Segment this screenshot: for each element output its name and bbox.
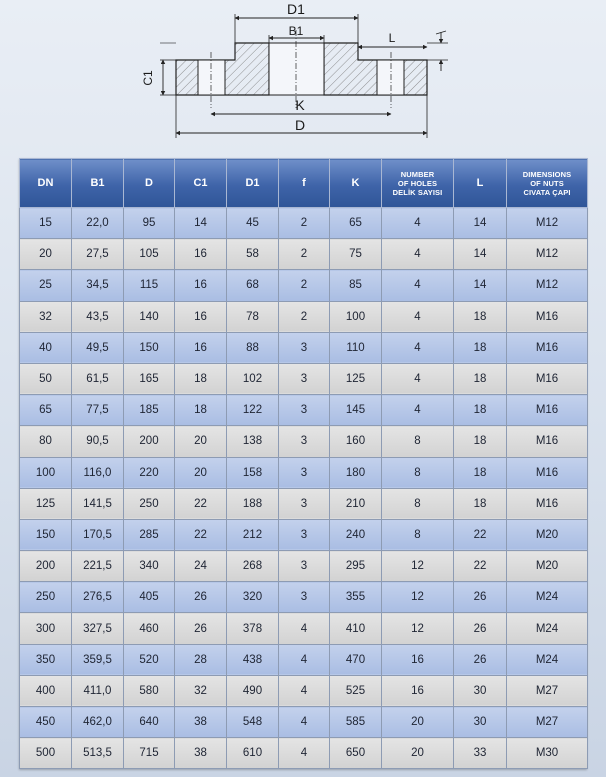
cell-nuts: M16 bbox=[507, 363, 588, 394]
cell-dn: 500 bbox=[20, 738, 72, 769]
cell-k: 650 bbox=[330, 738, 382, 769]
table-row bbox=[20, 613, 588, 644]
cell-d1: 138 bbox=[227, 426, 279, 457]
cell-nuts: M16 bbox=[507, 426, 588, 457]
cell-b1: 43,5 bbox=[72, 301, 124, 332]
cell-k: 145 bbox=[330, 395, 382, 426]
cell-c1: 28 bbox=[175, 644, 227, 675]
cell-b1: 22,0 bbox=[72, 208, 124, 239]
cell-nuts: M27 bbox=[507, 675, 588, 706]
cell-f: 4 bbox=[279, 738, 330, 769]
cell-c1: 20 bbox=[175, 457, 227, 488]
cell-f: 2 bbox=[279, 239, 330, 270]
cell-d: 460 bbox=[124, 613, 175, 644]
cell-d1: 610 bbox=[227, 738, 279, 769]
cell-dn: 80 bbox=[20, 426, 72, 457]
cell-holes: 4 bbox=[382, 239, 454, 270]
cell-d: 115 bbox=[124, 270, 175, 301]
cell-c1: 16 bbox=[175, 332, 227, 363]
cell-dn: 40 bbox=[20, 332, 72, 363]
cell-nuts: M16 bbox=[507, 395, 588, 426]
cell-f: 2 bbox=[279, 208, 330, 239]
flange-dimensions-table bbox=[19, 158, 588, 769]
header-nuts-line-1: DIMENSIONS bbox=[522, 169, 572, 179]
cell-nuts: M30 bbox=[507, 738, 588, 769]
cell-k: 585 bbox=[330, 707, 382, 738]
cell-k: 210 bbox=[330, 488, 382, 519]
cell-b1: 116,0 bbox=[72, 457, 124, 488]
label-k: K bbox=[295, 97, 305, 113]
cell-dn: 100 bbox=[20, 457, 72, 488]
cell-b1: 141,5 bbox=[72, 488, 124, 519]
cell-f: 2 bbox=[279, 301, 330, 332]
cell-d1: 68 bbox=[227, 270, 279, 301]
cell-dn: 32 bbox=[20, 301, 72, 332]
cell-l: 30 bbox=[454, 707, 507, 738]
flange-cross-section-drawing bbox=[0, 0, 606, 150]
cell-d1: 188 bbox=[227, 488, 279, 519]
cell-b1: 49,5 bbox=[72, 332, 124, 363]
cell-nuts: M16 bbox=[507, 332, 588, 363]
cell-f: 4 bbox=[279, 613, 330, 644]
cell-b1: 327,5 bbox=[72, 613, 124, 644]
flange-dimensions-table-container bbox=[19, 158, 587, 769]
table-row bbox=[20, 208, 588, 239]
cell-b1: 61,5 bbox=[72, 363, 124, 394]
cell-b1: 276,5 bbox=[72, 582, 124, 613]
cell-nuts: M24 bbox=[507, 613, 588, 644]
cell-dn: 450 bbox=[20, 707, 72, 738]
cell-c1: 26 bbox=[175, 582, 227, 613]
cell-b1: 462,0 bbox=[72, 707, 124, 738]
cell-d1: 212 bbox=[227, 519, 279, 550]
cell-holes: 4 bbox=[382, 363, 454, 394]
header-dimensions-of-nuts bbox=[507, 159, 588, 208]
cell-d1: 45 bbox=[227, 208, 279, 239]
cell-holes: 12 bbox=[382, 613, 454, 644]
cell-holes: 4 bbox=[382, 301, 454, 332]
label-l: L bbox=[388, 31, 396, 45]
cell-c1: 16 bbox=[175, 301, 227, 332]
table-row bbox=[20, 239, 588, 270]
header-number-of-holes bbox=[382, 159, 454, 208]
cell-k: 470 bbox=[330, 644, 382, 675]
table-row bbox=[20, 488, 588, 519]
cell-b1: 27,5 bbox=[72, 239, 124, 270]
table-row bbox=[20, 301, 588, 332]
cell-holes: 4 bbox=[382, 395, 454, 426]
cell-d: 95 bbox=[124, 208, 175, 239]
table-row bbox=[20, 582, 588, 613]
cell-holes: 8 bbox=[382, 488, 454, 519]
cell-l: 14 bbox=[454, 239, 507, 270]
cell-dn: 300 bbox=[20, 613, 72, 644]
cell-nuts: M24 bbox=[507, 644, 588, 675]
cell-d: 220 bbox=[124, 457, 175, 488]
header-dn: DN bbox=[20, 159, 72, 208]
header-l: L bbox=[454, 159, 507, 208]
cell-b1: 221,5 bbox=[72, 551, 124, 582]
cell-k: 295 bbox=[330, 551, 382, 582]
cell-d1: 490 bbox=[227, 675, 279, 706]
cell-k: 180 bbox=[330, 457, 382, 488]
cell-d: 520 bbox=[124, 644, 175, 675]
cell-c1: 14 bbox=[175, 208, 227, 239]
cell-d1: 122 bbox=[227, 395, 279, 426]
cell-holes: 4 bbox=[382, 270, 454, 301]
header-holes-line-3: DELİK SAYISI bbox=[392, 187, 443, 197]
cell-l: 18 bbox=[454, 395, 507, 426]
cell-l: 14 bbox=[454, 208, 507, 239]
cell-dn: 400 bbox=[20, 675, 72, 706]
cell-f: 3 bbox=[279, 519, 330, 550]
cell-l: 14 bbox=[454, 270, 507, 301]
cell-c1: 16 bbox=[175, 270, 227, 301]
cell-k: 160 bbox=[330, 426, 382, 457]
table-row bbox=[20, 675, 588, 706]
cell-d1: 438 bbox=[227, 644, 279, 675]
cell-dn: 15 bbox=[20, 208, 72, 239]
cell-f: 3 bbox=[279, 426, 330, 457]
cell-dn: 250 bbox=[20, 582, 72, 613]
cell-l: 30 bbox=[454, 675, 507, 706]
table-body bbox=[20, 208, 588, 769]
cell-b1: 411,0 bbox=[72, 675, 124, 706]
cell-c1: 18 bbox=[175, 363, 227, 394]
cell-l: 33 bbox=[454, 738, 507, 769]
cell-f: 3 bbox=[279, 488, 330, 519]
cell-b1: 77,5 bbox=[72, 395, 124, 426]
table-row bbox=[20, 551, 588, 582]
cell-d: 185 bbox=[124, 395, 175, 426]
cell-c1: 22 bbox=[175, 519, 227, 550]
cell-d: 285 bbox=[124, 519, 175, 550]
cell-c1: 16 bbox=[175, 239, 227, 270]
cell-c1: 32 bbox=[175, 675, 227, 706]
cell-b1: 359,5 bbox=[72, 644, 124, 675]
cell-d: 405 bbox=[124, 582, 175, 613]
cell-b1: 34,5 bbox=[72, 270, 124, 301]
cell-d: 715 bbox=[124, 738, 175, 769]
cell-dn: 20 bbox=[20, 239, 72, 270]
cell-f: 2 bbox=[279, 270, 330, 301]
cell-d1: 320 bbox=[227, 582, 279, 613]
cell-dn: 25 bbox=[20, 270, 72, 301]
cell-f: 3 bbox=[279, 332, 330, 363]
header-f: f bbox=[279, 159, 330, 208]
cell-dn: 200 bbox=[20, 551, 72, 582]
cell-holes: 4 bbox=[382, 208, 454, 239]
label-b1: B1 bbox=[288, 24, 304, 38]
cell-d: 140 bbox=[124, 301, 175, 332]
cell-k: 85 bbox=[330, 270, 382, 301]
cell-holes: 16 bbox=[382, 644, 454, 675]
cell-d: 105 bbox=[124, 239, 175, 270]
cell-nuts: M12 bbox=[507, 270, 588, 301]
table-row bbox=[20, 363, 588, 394]
cell-k: 100 bbox=[330, 301, 382, 332]
header-c1: C1 bbox=[175, 159, 227, 208]
cell-nuts: M12 bbox=[507, 208, 588, 239]
table-row bbox=[20, 519, 588, 550]
header-d: D bbox=[124, 159, 175, 208]
cell-b1: 90,5 bbox=[72, 426, 124, 457]
table-row bbox=[20, 270, 588, 301]
cell-f: 4 bbox=[279, 707, 330, 738]
cell-k: 125 bbox=[330, 363, 382, 394]
cell-d: 640 bbox=[124, 707, 175, 738]
cell-k: 355 bbox=[330, 582, 382, 613]
cell-d1: 268 bbox=[227, 551, 279, 582]
cell-f: 3 bbox=[279, 363, 330, 394]
header-d1: D1 bbox=[227, 159, 279, 208]
header-b1: B1 bbox=[72, 159, 124, 208]
cell-l: 22 bbox=[454, 519, 507, 550]
cell-nuts: M20 bbox=[507, 551, 588, 582]
cell-nuts: M16 bbox=[507, 488, 588, 519]
cell-c1: 22 bbox=[175, 488, 227, 519]
table-header-row bbox=[20, 159, 588, 208]
cell-dn: 350 bbox=[20, 644, 72, 675]
cell-f: 4 bbox=[279, 675, 330, 706]
table-row bbox=[20, 426, 588, 457]
cell-l: 22 bbox=[454, 551, 507, 582]
cell-k: 65 bbox=[330, 208, 382, 239]
cell-nuts: M16 bbox=[507, 301, 588, 332]
header-holes-line-1: NUMBER bbox=[400, 169, 435, 179]
cell-c1: 20 bbox=[175, 426, 227, 457]
cell-k: 410 bbox=[330, 613, 382, 644]
cell-d1: 88 bbox=[227, 332, 279, 363]
cell-c1: 26 bbox=[175, 613, 227, 644]
cell-holes: 8 bbox=[382, 457, 454, 488]
cell-b1: 513,5 bbox=[72, 738, 124, 769]
table-row bbox=[20, 707, 588, 738]
cell-d1: 58 bbox=[227, 239, 279, 270]
cell-l: 18 bbox=[454, 488, 507, 519]
cell-l: 26 bbox=[454, 613, 507, 644]
cell-d1: 102 bbox=[227, 363, 279, 394]
header-nuts-line-3: CIVATA ÇAPI bbox=[523, 187, 571, 197]
cell-f: 3 bbox=[279, 551, 330, 582]
cell-d: 250 bbox=[124, 488, 175, 519]
cell-l: 26 bbox=[454, 582, 507, 613]
cell-holes: 20 bbox=[382, 738, 454, 769]
table-row bbox=[20, 457, 588, 488]
cell-holes: 20 bbox=[382, 707, 454, 738]
cell-c1: 38 bbox=[175, 738, 227, 769]
header-k: K bbox=[330, 159, 382, 208]
cell-holes: 8 bbox=[382, 426, 454, 457]
cell-holes: 12 bbox=[382, 551, 454, 582]
cell-d: 165 bbox=[124, 363, 175, 394]
cell-d1: 548 bbox=[227, 707, 279, 738]
label-d1: D1 bbox=[287, 1, 305, 17]
cell-dn: 65 bbox=[20, 395, 72, 426]
cell-holes: 8 bbox=[382, 519, 454, 550]
cell-d1: 78 bbox=[227, 301, 279, 332]
cell-c1: 24 bbox=[175, 551, 227, 582]
cell-nuts: M24 bbox=[507, 582, 588, 613]
cell-dn: 150 bbox=[20, 519, 72, 550]
cell-l: 18 bbox=[454, 457, 507, 488]
cell-nuts: M16 bbox=[507, 457, 588, 488]
cell-d1: 378 bbox=[227, 613, 279, 644]
cell-l: 18 bbox=[454, 426, 507, 457]
cell-c1: 18 bbox=[175, 395, 227, 426]
cell-b1: 170,5 bbox=[72, 519, 124, 550]
header-nuts-line-2: OF NUTS bbox=[530, 178, 564, 188]
cell-holes: 12 bbox=[382, 582, 454, 613]
cell-k: 110 bbox=[330, 332, 382, 363]
cell-l: 18 bbox=[454, 363, 507, 394]
cell-k: 75 bbox=[330, 239, 382, 270]
cell-holes: 16 bbox=[382, 675, 454, 706]
table-row bbox=[20, 738, 588, 769]
label-c1: C1 bbox=[141, 70, 155, 86]
cell-c1: 38 bbox=[175, 707, 227, 738]
cell-d: 580 bbox=[124, 675, 175, 706]
cell-f: 3 bbox=[279, 457, 330, 488]
cell-nuts: M12 bbox=[507, 239, 588, 270]
cell-k: 240 bbox=[330, 519, 382, 550]
table-row bbox=[20, 644, 588, 675]
cell-holes: 4 bbox=[382, 332, 454, 363]
cell-l: 18 bbox=[454, 332, 507, 363]
cell-d: 340 bbox=[124, 551, 175, 582]
cell-f: 4 bbox=[279, 644, 330, 675]
table-row bbox=[20, 332, 588, 363]
cell-f: 3 bbox=[279, 395, 330, 426]
table-row bbox=[20, 395, 588, 426]
cell-d1: 158 bbox=[227, 457, 279, 488]
cell-d: 150 bbox=[124, 332, 175, 363]
cell-l: 26 bbox=[454, 644, 507, 675]
cell-nuts: M27 bbox=[507, 707, 588, 738]
label-d: D bbox=[294, 117, 306, 133]
cell-dn: 50 bbox=[20, 363, 72, 394]
cell-l: 18 bbox=[454, 301, 507, 332]
cell-dn: 125 bbox=[20, 488, 72, 519]
cell-f: 3 bbox=[279, 582, 330, 613]
cell-nuts: M20 bbox=[507, 519, 588, 550]
header-holes-line-2: OF HOLES bbox=[397, 178, 438, 188]
cell-k: 525 bbox=[330, 675, 382, 706]
cell-d: 200 bbox=[124, 426, 175, 457]
